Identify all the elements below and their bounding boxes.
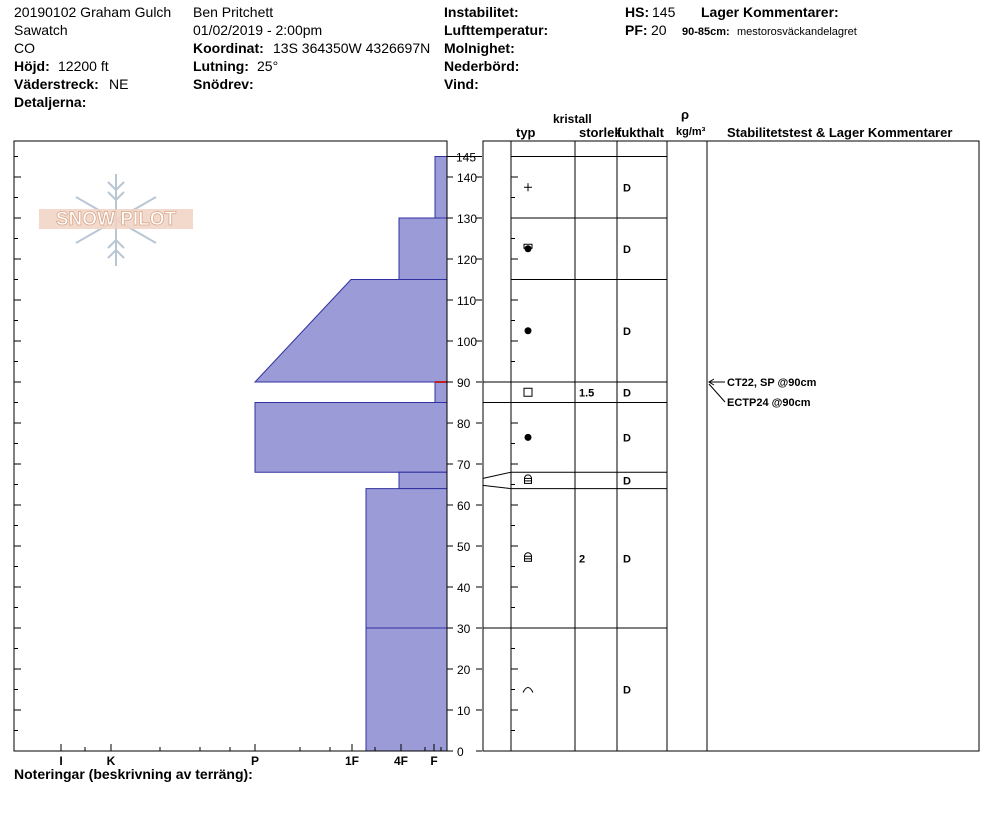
hardness-layer xyxy=(366,489,447,628)
logo-text: SNOW PILOT xyxy=(55,209,177,230)
grain-symbol xyxy=(523,688,533,693)
site-name: 20190102 Graham Gulch xyxy=(14,4,172,20)
height-label: 100 xyxy=(457,335,478,349)
hardness-label: F xyxy=(430,754,438,768)
grain-symbol xyxy=(525,327,532,334)
moisture-value: D xyxy=(623,553,631,566)
details-label: Detaljerna: xyxy=(14,94,87,110)
moisture-value: D xyxy=(623,325,631,338)
coord-value: 13S 364350W 4326697N xyxy=(273,40,431,56)
hardness-layer xyxy=(366,628,447,751)
hs-label: HS: xyxy=(625,4,650,20)
test-pointer xyxy=(709,384,725,402)
wind-label: Vind: xyxy=(444,76,479,92)
aspect-label: Väderstreck: xyxy=(14,76,99,92)
hardness-layer xyxy=(399,218,447,280)
height-label: 30 xyxy=(457,622,471,636)
datetime-value: 01/02/2019 - 2:00pm xyxy=(193,22,323,38)
height-label: 90 xyxy=(457,376,471,390)
height-label: 80 xyxy=(457,417,471,431)
stability-test-label: CT22, SP @90cm xyxy=(727,377,817,389)
hardness-label: I xyxy=(59,754,63,768)
hardness-layer xyxy=(255,280,447,383)
snowpilot-logo xyxy=(36,168,196,272)
state-name: CO xyxy=(14,40,35,56)
precip-label: Nederbörd: xyxy=(444,58,520,74)
slope-label: Lutning: xyxy=(193,58,249,74)
aspect-value: NE xyxy=(109,76,129,92)
moisture-value: D xyxy=(623,387,631,400)
layer-comments-label: Lager Kommentarer: xyxy=(701,4,839,20)
instability-label: Instabilitet: xyxy=(444,4,519,20)
moisture-value: D xyxy=(623,684,631,697)
height-label: 0 xyxy=(457,745,464,759)
hardness-layer xyxy=(399,472,447,488)
grain-size: 1.5 xyxy=(579,387,595,400)
hardness-label: 1F xyxy=(344,754,360,768)
hardness-layer xyxy=(255,403,447,473)
airtemp-label: Lufttemperatur: xyxy=(444,22,549,38)
hardness-label: 4F xyxy=(393,754,409,768)
observer-name: Ben Pritchett xyxy=(193,4,274,20)
hardness-label: P xyxy=(250,754,260,768)
moisture-value: D xyxy=(623,475,631,488)
height-label: 70 xyxy=(457,458,471,472)
height-label: 40 xyxy=(457,581,471,595)
col-kristall: kristall xyxy=(553,112,592,126)
height-label: 140 xyxy=(457,171,478,185)
slope-value: 25° xyxy=(257,58,279,74)
layer-table xyxy=(483,141,979,751)
grain-size: 2 xyxy=(579,553,586,566)
coord-label: Koordinat: xyxy=(193,40,264,56)
height-label: 60 xyxy=(457,499,471,513)
col-fukthalt: fukthalt xyxy=(617,125,664,140)
height-label: 10 xyxy=(457,704,471,718)
moisture-value: D xyxy=(623,432,631,445)
pf-value: 20 xyxy=(651,22,667,38)
hardness-label: K xyxy=(106,754,116,768)
height-label: 120 xyxy=(457,253,478,267)
height-label: 20 xyxy=(457,663,471,677)
hs-value: 145 xyxy=(652,4,676,20)
range-name: Sawatch xyxy=(14,22,68,38)
notes-label: Noteringar (beskrivning av terräng): xyxy=(14,766,253,782)
col-stability: Stabilitetstest & Lager Kommentarer xyxy=(727,125,953,140)
moisture-value: D xyxy=(623,243,631,256)
layer-comment-text: mestorosväckandelagret xyxy=(737,26,857,38)
elevation-label: Höjd: xyxy=(14,58,50,74)
hardness-layer xyxy=(435,157,447,219)
stability-test-label: ECTP24 @90cm xyxy=(727,397,811,409)
sky-label: Molnighet: xyxy=(444,40,515,56)
layer-connector xyxy=(483,485,511,488)
col-typ: typ xyxy=(516,125,536,140)
layer-comment-depth: 90-85cm: xyxy=(682,26,730,38)
col-storlek: storlek xyxy=(579,125,622,140)
col-rho: ρ xyxy=(681,107,690,122)
col-density-unit: kg/m³ xyxy=(676,126,706,138)
height-label: 50 xyxy=(457,540,471,554)
grain-symbol xyxy=(524,388,532,396)
moisture-value: D xyxy=(623,182,631,195)
height-label: 110 xyxy=(457,294,477,308)
elevation-value: 12200 ft xyxy=(58,58,109,74)
grain-symbol xyxy=(525,434,532,441)
pf-label: PF: xyxy=(625,22,648,38)
grain-symbol xyxy=(525,475,532,479)
grain-symbol xyxy=(525,553,532,557)
height-label: 145 xyxy=(456,150,477,165)
layer-connector xyxy=(483,472,511,478)
hardness-layer xyxy=(435,382,447,403)
height-label: 130 xyxy=(457,212,478,226)
drift-label: Snödrev: xyxy=(193,76,254,92)
